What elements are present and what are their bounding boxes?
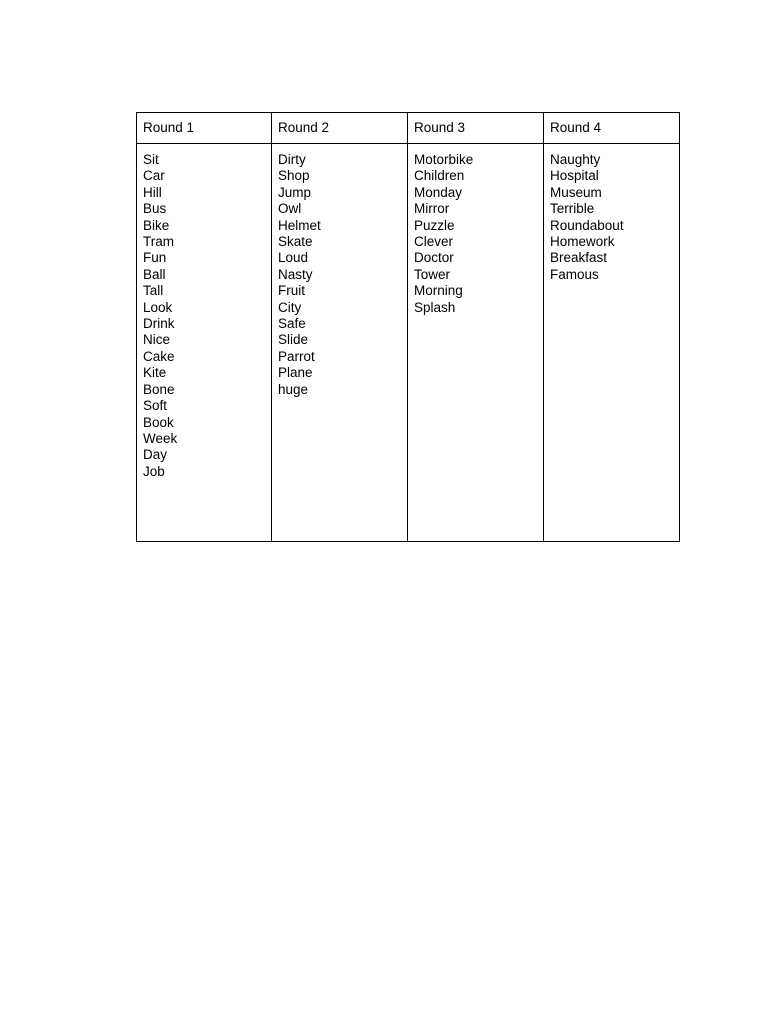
word-item: Morning <box>414 283 463 299</box>
word-item: Nasty <box>278 266 313 282</box>
word-item: Naughty <box>550 152 601 167</box>
word-item: Soft <box>143 398 168 414</box>
word-item: Bus <box>143 201 167 217</box>
word-item: Sit <box>143 152 159 167</box>
word-item: Parrot <box>278 348 315 364</box>
word-item: Plane <box>278 365 313 381</box>
word-item: huge <box>278 381 309 397</box>
word-item: Owl <box>278 201 302 217</box>
word-item: Tall <box>143 283 164 299</box>
word-item: Helmet <box>278 217 321 233</box>
word-item: Slide <box>278 332 309 348</box>
word-item: Famous <box>550 266 599 282</box>
word-item: Terrible <box>550 201 595 217</box>
word-item: Motorbike <box>414 152 474 167</box>
word-item: Mirror <box>414 201 450 217</box>
word-item: Tram <box>143 234 174 250</box>
header-round-3: Round 3 <box>408 113 544 144</box>
word-list-round-4 <box>544 144 680 542</box>
word-item: Jump <box>278 184 312 200</box>
word-item: Splash <box>414 299 456 315</box>
word-item: Children <box>414 168 465 184</box>
word-item: Dirty <box>278 152 306 167</box>
word-item: Car <box>143 168 165 184</box>
word-item: Fruit <box>278 283 305 299</box>
word-list-round-3 <box>408 144 544 542</box>
word-item: Drink <box>143 316 175 332</box>
word-item: Puzzle <box>414 217 455 233</box>
word-item: Fun <box>143 250 167 266</box>
word-item: Shop <box>278 168 310 184</box>
word-item: Bike <box>143 217 170 233</box>
word-item: Job <box>143 463 165 479</box>
word-item: Skate <box>278 234 313 250</box>
word-item: Clever <box>414 234 454 250</box>
word-item: Cake <box>143 348 175 364</box>
word-item: Ball <box>143 266 166 282</box>
word-list-round-1 <box>137 144 272 542</box>
word-item: Hill <box>143 184 162 200</box>
word-item: Day <box>143 447 168 463</box>
word-item: Loud <box>278 250 309 266</box>
word-item: Breakfast <box>550 250 608 266</box>
word-item: Roundabout <box>550 217 624 233</box>
word-item: Homework <box>550 234 615 250</box>
word-item: Book <box>143 414 174 430</box>
word-item: City <box>278 299 302 315</box>
word-item: Kite <box>143 365 167 381</box>
table-row <box>137 144 680 542</box>
word-item: Museum <box>550 184 602 200</box>
header-round-4: Round 4 <box>544 113 680 144</box>
word-item: Doctor <box>414 250 454 266</box>
header-round-2: Round 2 <box>272 113 408 144</box>
word-item: Monday <box>414 184 463 200</box>
word-item: Week <box>143 430 178 446</box>
word-item: Nice <box>143 332 171 348</box>
word-item: Safe <box>278 316 306 332</box>
word-list-round-2 <box>272 144 408 542</box>
header-round-1: Round 1 <box>137 113 272 144</box>
word-rounds-table <box>136 112 680 542</box>
word-item: Look <box>143 299 173 315</box>
word-item: Bone <box>143 381 175 397</box>
table-header-row <box>137 113 680 144</box>
word-item: Tower <box>414 266 451 282</box>
word-item: Hospital <box>550 168 599 184</box>
